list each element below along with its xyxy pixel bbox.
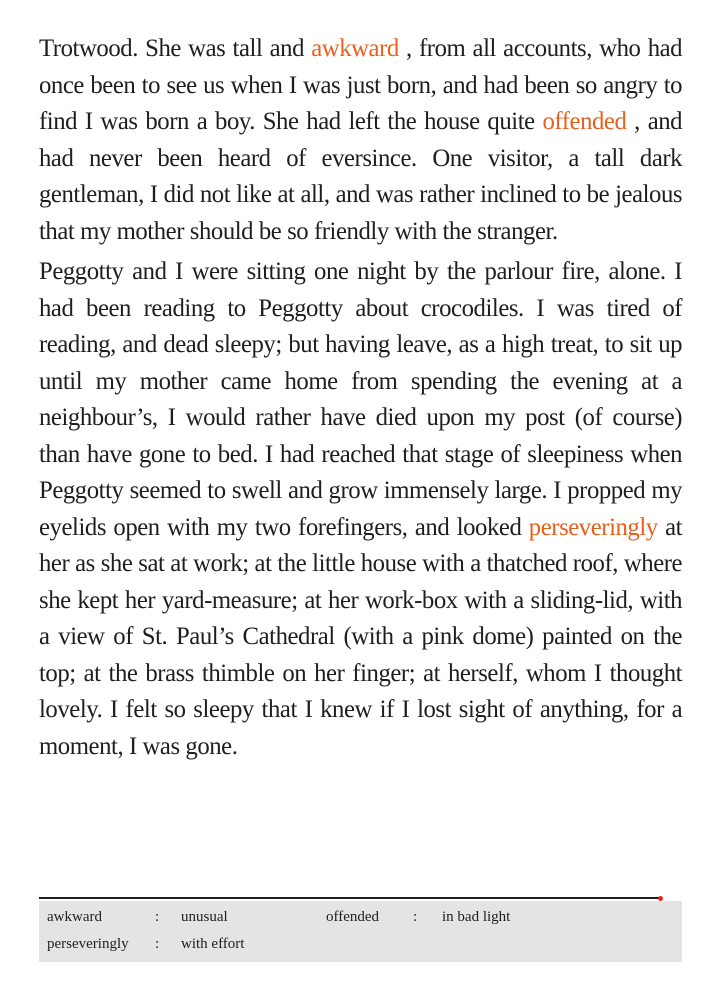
paragraph-2 xyxy=(39,253,682,764)
glossary-term: awkward xyxy=(47,909,102,925)
paragraph-1 xyxy=(39,30,682,249)
glossary-meaning: unusual xyxy=(181,909,228,925)
glossary-row xyxy=(39,909,682,931)
text-segment: Trotwood. She was tall and xyxy=(39,33,312,62)
glossary-word-offended: offended xyxy=(542,106,627,135)
glossary-term: offended xyxy=(326,909,380,925)
text-segment: Peggotty and I were sitting one night by the parlour fire, alone. I had been reading to Peggotty about crocodiles. I was tired of reading, and dead sleepy; but having leave, as a high treat, to sit up until my mother came home from spending the evening at a neighbour’s, I would rather have died upon my post (of course) than have gone to bed. I had reached that stage of sleepiness when Peggotty seemed to swell and grow immensely large. I propped my eyelids open with my two forefingers, and looked xyxy=(39,256,683,541)
glossary-separator: : xyxy=(155,909,160,925)
text-segment: at her as she sat at work; at the little house with a thatched roof, where she kept her yard-measure; at her work-box with a sliding-lid, with a view of St. Paul’s Cathedral (with a pink dome) painted on the top; at the brass thimble on her finger; at herself, whom I thought lovely. I felt so sleepy that I knew if I lost sight of anything, for a moment, I was gone. xyxy=(39,511,683,760)
glossary-word-awkward: awkward xyxy=(311,33,399,62)
glossary-separator: : xyxy=(155,936,160,952)
glossary-box xyxy=(39,901,682,962)
text-segment: , from all accounts, who had once been to see us when I was just born, and had been so angry to find I was born a boy. She had left the house quite xyxy=(39,33,683,135)
text-segment: , and had never been heard of eversince. One visitor, a tall dark gentleman, I did not like at all, and was rather inclined to be jealous that my mother should be so friendly with the stranger. xyxy=(39,106,683,245)
glossary-word-perseveringly: perseveringly xyxy=(528,511,658,541)
story-text xyxy=(39,30,682,768)
glossary-separator: : xyxy=(413,909,418,925)
glossary-meaning: in bad light xyxy=(442,909,511,925)
glossary-meaning: with effort xyxy=(181,936,245,952)
glossary-row xyxy=(39,936,682,958)
glossary-term: perseveringly xyxy=(47,936,129,952)
glossary-divider xyxy=(39,897,660,899)
